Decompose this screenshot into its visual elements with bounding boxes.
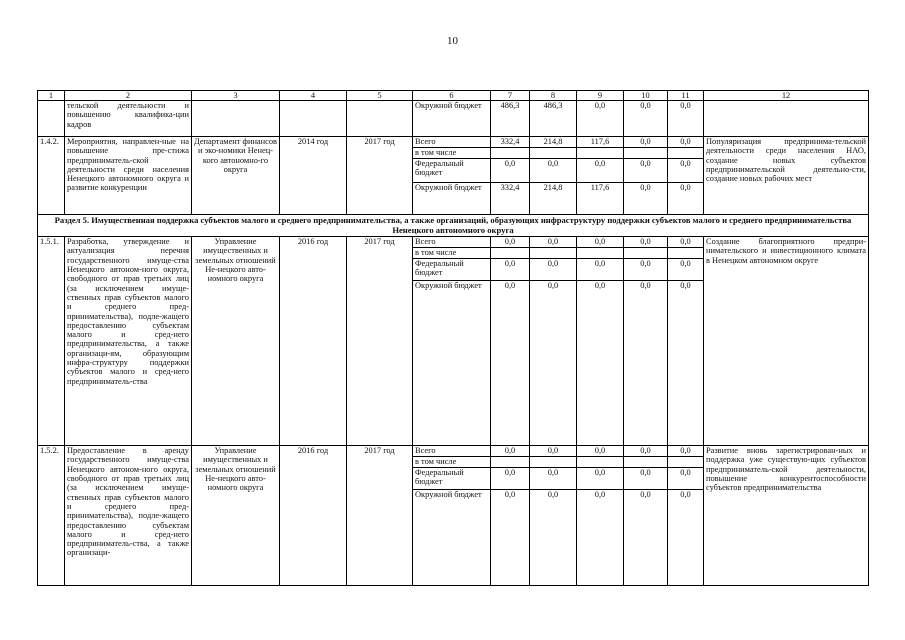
amount-cell [668,148,704,159]
amount-cell: 0,0 [624,281,668,446]
activity-description: тельской деятельности и повышению квалифика-ции кадров [65,101,192,137]
amount-cell [530,248,577,259]
amount-cell: 0,0 [577,101,624,137]
amount-cell: 486,3 [491,101,530,137]
amount-cell: 0,0 [668,259,704,281]
start-year-cell: 2016 год [280,237,347,446]
amount-cell: 0,0 [530,490,577,586]
table-row [38,101,869,137]
funding-source-label: Федеральный бюджет [413,259,491,281]
amount-cell: 0,0 [668,183,704,215]
amount-cell: 332,4 [491,137,530,148]
amount-cell [624,148,668,159]
amount-cell [530,148,577,159]
column-header: 4 [280,91,347,101]
amount-cell [624,248,668,259]
executor-cell: Департамент финансов и эко-номики Ненец-кого автономно-го округа [192,137,280,215]
funding-source-label: Федеральный бюджет [413,468,491,490]
start-year-cell: 2016 год [280,446,347,586]
amount-cell: 0,0 [530,446,577,457]
amount-cell [577,148,624,159]
table-row [38,237,869,248]
row-number-cell: 1.5.2. [38,446,65,586]
end-year-cell: 2017 год [347,137,413,215]
amount-cell: 0,0 [491,468,530,490]
column-header: 8 [530,91,577,101]
end-year-cell [347,101,413,137]
column-header: 2 [65,91,192,101]
program-table [37,90,869,586]
funding-source-label: Всего [413,446,491,457]
amount-cell: 0,0 [530,281,577,446]
expected-result: Популяризация предпринима-тельской деятельности среди населения НАО, создание новых субъектов предпринимательской деятельно-сти, создание новых рабочих мест [704,137,869,215]
amount-cell: 0,0 [577,259,624,281]
end-year-cell: 2017 год [347,446,413,586]
amount-cell [530,457,577,468]
expected-result [704,101,869,137]
amount-cell: 0,0 [624,183,668,215]
amount-cell: 0,0 [530,159,577,183]
executor-cell: Управление имущественных и земельных отношений Не-нецкого авто-номного округа [192,446,280,586]
amount-cell: 0,0 [668,446,704,457]
amount-cell: 0,0 [491,446,530,457]
amount-cell: 0,0 [530,259,577,281]
column-header: 1 [38,91,65,101]
funding-source-label: Всего [413,137,491,148]
table-row [38,137,869,148]
section-title: Раздел 5. Имущественная поддержка субъектов малого и среднего предпринимательства, а также организаций, образующих инфраструктуру поддержки субъектов малого и среднего предпринимательства Ненецкого автономного округа [38,215,869,237]
amount-cell: 0,0 [624,159,668,183]
amount-cell: 0,0 [491,281,530,446]
amount-cell: 214,8 [530,137,577,148]
funding-source-label: Окружной бюджет [413,490,491,586]
amount-cell [577,248,624,259]
amount-cell: 332,4 [491,183,530,215]
amount-cell: 0,0 [577,159,624,183]
row-number-cell: 1.5.1. [38,237,65,446]
amount-cell [491,457,530,468]
amount-cell [624,457,668,468]
executor-cell: Управление имущественных и земельных отношений Не-нецкого авто-номного округа [192,237,280,446]
expected-result: Развитие вновь зарегистрирован-ных и поддержка уже существую-щих субъектов предприниматель-ской деятельности, повышение конкурентоспособности субъектов предпринимательства [704,446,869,586]
amount-cell: 0,0 [668,159,704,183]
amount-cell: 0,0 [577,446,624,457]
amount-cell: 0,0 [668,101,704,137]
start-year-cell [280,101,347,137]
funding-source-label: Окружной бюджет [413,183,491,215]
executor-cell [192,101,280,137]
amount-cell [491,248,530,259]
expected-result: Создание благоприятного предпри-нимательского и инвестиционного климата в Ненецком автономном округе [704,237,869,446]
amount-cell: 0,0 [668,281,704,446]
funding-source-label: Окружной бюджет [413,281,491,446]
amount-cell: 117,6 [577,137,624,148]
row-number-cell [38,101,65,137]
amount-cell: 0,0 [577,281,624,446]
amount-cell [668,248,704,259]
end-year-cell: 2017 год [347,237,413,446]
column-header: 3 [192,91,280,101]
activity-description: Предоставление в аренду государственного имуще-ства Ненецкого автоном-ного округа, свободного от прав третьих лиц (за исключением имуще-ственных прав субъектов малого и среднего пред-принимательства), подле-жащего предоставлению субъектам малого и сред-него предприниматель-ства, а также организаци- [65,446,192,586]
amount-cell: 0,0 [530,468,577,490]
amount-cell: 0,0 [624,468,668,490]
amount-cell [491,148,530,159]
amount-cell: 0,0 [624,237,668,248]
activity-description: Мероприятия, направлен-ные на повышение пре-стижа предприниматель-ской деятельности среди населения Ненецкого автономного округа и развитие конкуренции [65,137,192,215]
amount-cell: 0,0 [624,259,668,281]
column-header: 5 [347,91,413,101]
amount-cell: 0,0 [668,237,704,248]
activity-description: Разработка, утверждение и актуализация перечня государственного имуще-ства Ненецкого автоном-ного округа, свободного от прав третьих лиц (за исключением имуще-ственных прав субъектов малого и среднего пред-принимательства), подле-жащего предоставлению субъектам малого и сред-него предпринимательства, а также организаци-ям, образующим инфра-структуру поддержки субъектов малого и сред-него предприниматель-ства [65,237,192,446]
amount-cell: 0,0 [577,468,624,490]
funding-source-label: в том числе [413,148,491,159]
amount-cell: 0,0 [491,259,530,281]
page-number: 10 [447,35,458,47]
amount-cell: 214,8 [530,183,577,215]
start-year-cell: 2014 год [280,137,347,215]
amount-cell: 0,0 [577,490,624,586]
amount-cell [668,457,704,468]
funding-source-label: Всего [413,237,491,248]
amount-cell: 0,0 [491,237,530,248]
column-header: 11 [668,91,704,101]
table-row [38,446,869,457]
column-header: 10 [624,91,668,101]
amount-cell: 0,0 [624,137,668,148]
funding-source-label: в том числе [413,457,491,468]
amount-cell: 0,0 [577,237,624,248]
amount-cell: 0,0 [624,101,668,137]
amount-cell: 117,6 [577,183,624,215]
funding-source-label: Федеральный бюджет [413,159,491,183]
amount-cell: 0,0 [624,446,668,457]
funding-source-label: Окружной бюджет [413,101,491,137]
amount-cell: 0,0 [530,237,577,248]
amount-cell: 0,0 [668,137,704,148]
section-header-row [38,215,869,237]
amount-cell: 0,0 [668,490,704,586]
column-header: 6 [413,91,491,101]
amount-cell: 0,0 [624,490,668,586]
amount-cell: 0,0 [491,159,530,183]
amount-cell [577,457,624,468]
amount-cell: 486,3 [530,101,577,137]
row-number-cell: 1.4.2. [38,137,65,215]
funding-source-label: в том числе [413,248,491,259]
column-header: 9 [577,91,624,101]
column-header: 7 [491,91,530,101]
amount-cell: 0,0 [491,490,530,586]
amount-cell: 0,0 [668,468,704,490]
column-number-header [38,91,869,101]
column-header: 12 [704,91,869,101]
